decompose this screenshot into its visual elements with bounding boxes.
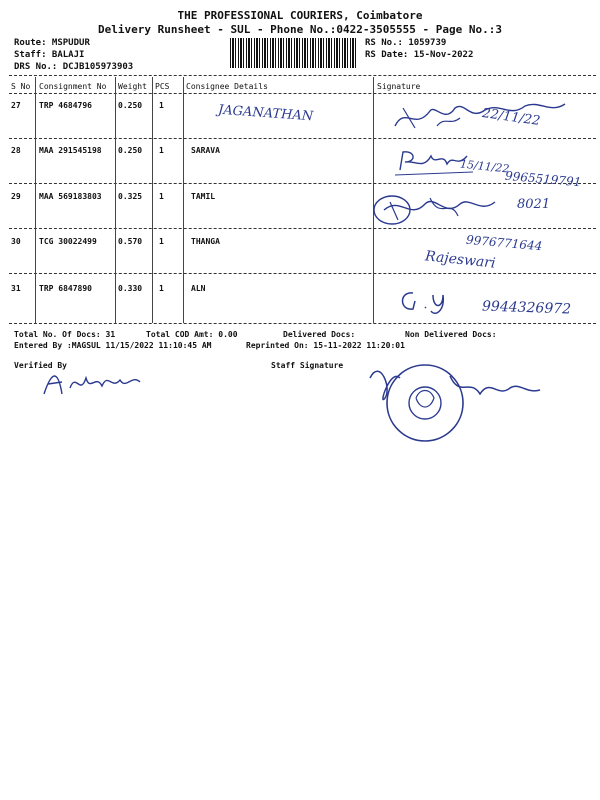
row-weight: 0.570: [118, 237, 143, 246]
row-consignee: ALN: [191, 284, 206, 293]
route-label: Route: MSPUDUR: [14, 38, 90, 48]
handwritten-consignee: JAGANATHAN: [217, 102, 314, 125]
row-pcs: 1: [159, 284, 164, 293]
signature-row30-phone: 9976771644: [465, 232, 543, 254]
col-header-signature: Signature: [377, 82, 421, 91]
col-header-consignee: Consignee Details: [186, 82, 268, 91]
row-weight: 0.330: [118, 284, 143, 293]
reprinted-on: Reprinted On: 15-11-2022 11:20:01: [246, 341, 405, 350]
staff-signature-stamp: [330, 358, 550, 448]
total-docs: Total No. Of Docs: 31: [14, 330, 116, 339]
entered-by: Entered By :MAGSUL 11/15/2022 11:10:45 AM: [14, 341, 212, 350]
row-consignee: SARAVA: [191, 146, 220, 155]
column-divider: [35, 77, 36, 323]
signature-row28-phone: 9965519791: [504, 168, 582, 190]
rs-number: RS No.: 1059739: [365, 38, 447, 48]
col-header-consignment: Consignment No: [39, 82, 107, 91]
row-consignee: TAMIL: [191, 192, 216, 201]
row-consignee: THANGA: [191, 237, 220, 246]
row-pcs: 1: [159, 146, 164, 155]
row-sno: 31: [11, 284, 21, 293]
row-weight: 0.325: [118, 192, 143, 201]
row-pcs: 1: [159, 192, 164, 201]
total-cod: Total COD Amt: 0.00: [146, 330, 238, 339]
column-divider: [183, 77, 184, 323]
row-consignment: TRP 6847890: [39, 284, 92, 293]
drs-number: DRS No.: DCJB105973903: [14, 62, 134, 72]
signature-row29-number: 8021: [517, 197, 551, 212]
row-consignment: MAA 569183803: [39, 192, 102, 201]
verified-by-label: Verified By: [14, 361, 67, 370]
row-sno: 30: [11, 237, 21, 246]
verifier-signature: [40, 366, 160, 400]
staff-label: Staff: BALAJI: [14, 50, 85, 60]
column-divider: [152, 77, 153, 323]
row-rule: [9, 183, 596, 184]
row-consignment: MAA 291545198: [39, 146, 102, 155]
non-delivered-docs: Non Delivered Docs:: [405, 330, 497, 339]
col-header-weight: Weight: [118, 82, 147, 91]
table-top-rule: [9, 75, 596, 76]
table-bottom-rule: [9, 323, 596, 324]
row-pcs: 1: [159, 237, 164, 246]
signature-row31: [395, 287, 455, 315]
signature-row27-note: 22/11/22: [481, 106, 542, 129]
column-divider: [115, 77, 116, 323]
delivered-docs: Delivered Docs:: [283, 330, 356, 339]
barcode: [230, 38, 358, 68]
row-weight: 0.250: [118, 101, 143, 110]
signature-row30-name: Rajeswari: [424, 248, 497, 272]
row-consignment: TRP 4684796: [39, 101, 92, 110]
rs-date: RS Date: 15-Nov-2022: [365, 50, 474, 60]
row-weight: 0.250: [118, 146, 143, 155]
runsheet-subtitle: Delivery Runsheet - SUL - Phone No.:0422-3505555 - Page No.:3: [98, 23, 502, 36]
row-sno: 29: [11, 192, 21, 201]
signature-row29: [370, 190, 520, 230]
signature-row28-date: 15/11/22: [459, 157, 510, 176]
col-header-sno: S No: [11, 82, 31, 91]
signature-row31-phone: 9944326972: [481, 298, 572, 318]
col-header-pcs: PCS: [155, 82, 170, 91]
header-bottom-rule: [9, 93, 596, 94]
row-pcs: 1: [159, 101, 164, 110]
staff-signature-label: Staff Signature: [271, 361, 344, 370]
row-sno: 27: [11, 101, 21, 110]
row-consignment: TCG 30022499: [39, 237, 97, 246]
row-sno: 28: [11, 146, 21, 155]
document-title: THE PROFESSIONAL COURIERS, Coimbatore: [177, 9, 423, 22]
row-rule: [9, 273, 596, 274]
